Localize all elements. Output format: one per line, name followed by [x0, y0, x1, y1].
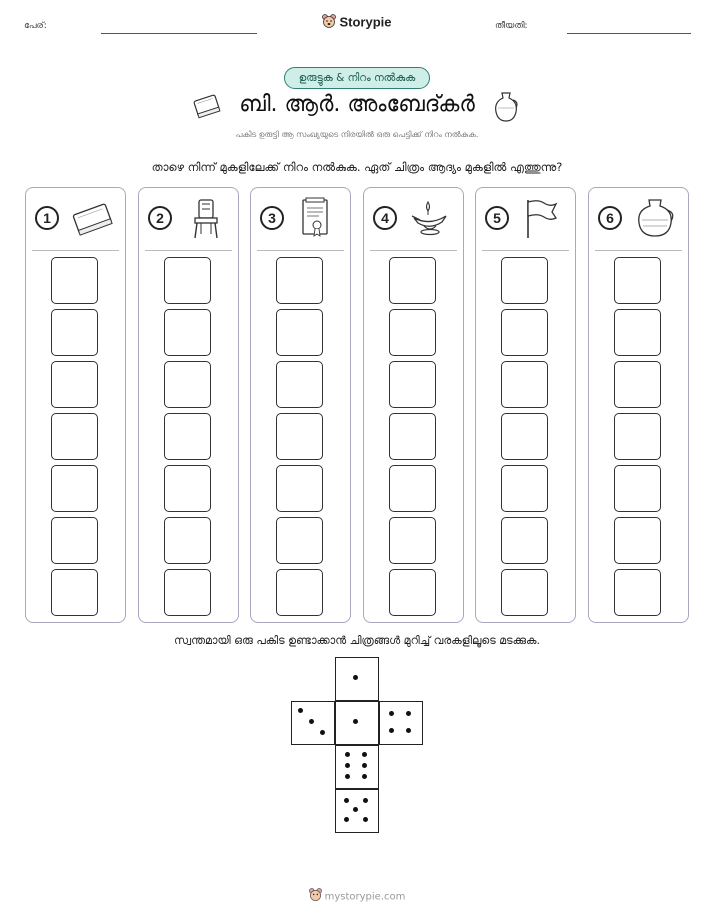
color-box[interactable] — [51, 465, 98, 512]
color-box[interactable] — [389, 517, 436, 564]
color-box[interactable] — [51, 361, 98, 408]
column-3 — [250, 187, 351, 623]
bear-icon — [322, 14, 336, 32]
color-box[interactable] — [389, 309, 436, 356]
column-divider — [257, 250, 344, 251]
column-5 — [475, 187, 576, 623]
pot-icon — [631, 196, 679, 240]
pot-icon — [492, 90, 520, 124]
dice-face-1 — [335, 657, 379, 701]
activity-badge: ഉരുട്ടുക & നിറം നൽകുക — [284, 67, 430, 89]
color-box[interactable] — [389, 569, 436, 616]
footer-link[interactable] — [0, 888, 714, 905]
column-divider — [482, 250, 569, 251]
color-box[interactable] — [164, 257, 211, 304]
color-box[interactable] — [276, 413, 323, 460]
column-1 — [25, 187, 126, 623]
column-2 — [138, 187, 239, 623]
oil-lamp-icon — [406, 196, 454, 240]
name-line[interactable] — [101, 33, 257, 34]
color-box[interactable] — [614, 413, 661, 460]
color-box[interactable] — [51, 413, 98, 460]
column-number: 4 — [373, 206, 397, 230]
color-box[interactable] — [51, 257, 98, 304]
date-label: തീയതി: — [495, 21, 528, 31]
dice-face-5 — [335, 789, 379, 833]
column-number: 5 — [485, 206, 509, 230]
color-box[interactable] — [614, 257, 661, 304]
color-box[interactable] — [389, 465, 436, 512]
color-box[interactable] — [614, 517, 661, 564]
color-box[interactable] — [389, 257, 436, 304]
name-label: പേര്: — [24, 21, 47, 31]
column-number: 1 — [35, 206, 59, 230]
color-box[interactable] — [276, 465, 323, 512]
bear-icon — [309, 888, 322, 905]
color-box[interactable] — [51, 309, 98, 356]
color-box[interactable] — [164, 413, 211, 460]
color-box[interactable] — [164, 569, 211, 616]
color-box[interactable] — [501, 309, 548, 356]
column-divider — [370, 250, 457, 251]
chair-icon — [181, 196, 229, 240]
color-box[interactable] — [501, 517, 548, 564]
dice-face-1b — [335, 701, 379, 745]
color-box[interactable] — [276, 517, 323, 564]
book-icon — [68, 196, 116, 240]
column-number: 6 — [598, 206, 622, 230]
column-4 — [363, 187, 464, 623]
color-box[interactable] — [501, 413, 548, 460]
color-box[interactable] — [501, 361, 548, 408]
color-box[interactable] — [51, 517, 98, 564]
column-number: 3 — [260, 206, 284, 230]
instruction-text: താഴെ നിന്ന് മുകളിലേക്ക് നിറം നൽകുക. ഏത് ചിത്രം ആദ്യം മുകളിൽ എത്തുന്നു? — [151, 160, 563, 174]
color-box[interactable] — [501, 569, 548, 616]
color-box[interactable] — [164, 361, 211, 408]
page-title: ബി. ആർ. അംബേദ്കർ — [239, 92, 475, 117]
color-box[interactable] — [614, 569, 661, 616]
color-box[interactable] — [614, 361, 661, 408]
color-box[interactable] — [276, 309, 323, 356]
color-box[interactable] — [389, 413, 436, 460]
color-box[interactable] — [614, 309, 661, 356]
footer-url: mystorypie.com — [324, 891, 406, 903]
color-box[interactable] — [276, 569, 323, 616]
color-box[interactable] — [164, 517, 211, 564]
dice-face-6 — [335, 745, 379, 789]
brand-name: Storypie — [339, 14, 392, 30]
color-box[interactable] — [501, 465, 548, 512]
color-box[interactable] — [614, 465, 661, 512]
color-box[interactable] — [276, 257, 323, 304]
column-number: 2 — [148, 206, 172, 230]
color-box[interactable] — [389, 361, 436, 408]
color-box[interactable] — [164, 465, 211, 512]
column-divider — [145, 250, 232, 251]
column-6 — [588, 187, 689, 623]
column-divider — [32, 250, 119, 251]
dice-face-4 — [379, 701, 423, 745]
dice-face-3 — [291, 701, 335, 745]
color-box[interactable] — [276, 361, 323, 408]
fold-instruction: സ്വന്തമായി ഒരു പകിട ഉണ്ടാക്കാൻ ചിത്രങ്ങൾ മുറിച്ച് വരകളിലൂടെ മടക്കുക. — [174, 634, 540, 647]
column-divider — [595, 250, 682, 251]
date-line[interactable] — [567, 33, 691, 34]
color-box[interactable] — [51, 569, 98, 616]
brand-logo — [0, 14, 714, 32]
color-box[interactable] — [164, 309, 211, 356]
flag-icon — [518, 196, 566, 240]
certificate-icon — [293, 196, 341, 240]
color-box[interactable] — [501, 257, 548, 304]
subtitle: പകിട ഉരുട്ടി ആ സംഖ്യയുടെ നിരയിൽ ഒരു പെട്ടിക്ക് നിറം നൽകുക. — [235, 130, 479, 139]
